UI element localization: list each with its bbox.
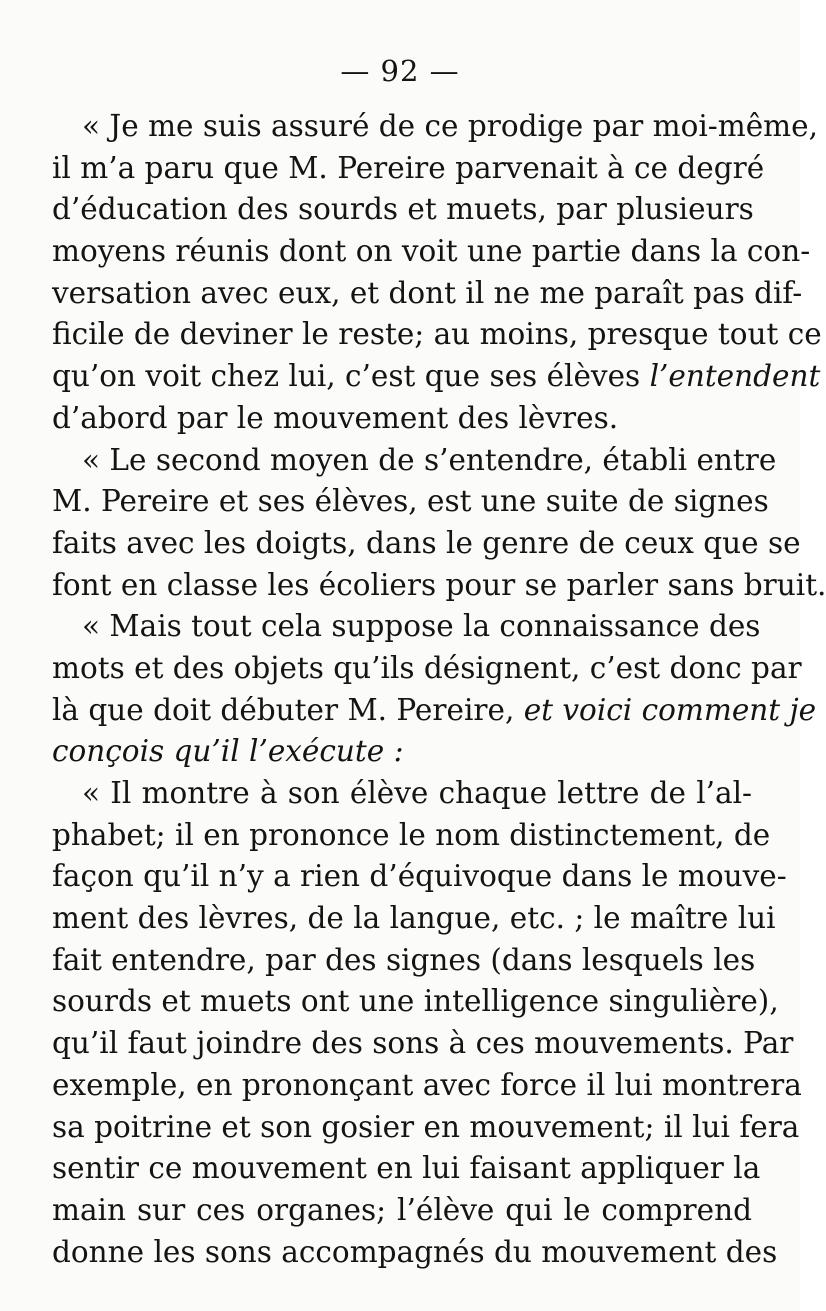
page-number: — 92 — [340,54,460,88]
text-line: versation avec eux, et dont il ne me paraît pas dif- [52,275,803,310]
text-line: ment des lèvres, de la langue, etc. ; le maître lui [52,901,776,936]
text-line: ficile de deviner le reste; au moins, presque tout ce [52,317,822,352]
text-line: moyens réunis dont on voit une partie dans la con- [52,234,811,269]
text-line: faits avec les doigts, dans le genre de ceux que se [52,525,801,560]
text-line: font en classe les écoliers pour se parler sans bruit. [52,567,826,602]
text-line [52,690,817,732]
text-segment: là que doit débuter M. Pereire, [52,692,524,727]
text-line: main sur ces organes; l’élève qui le comprend [52,1192,752,1227]
text-line: façon qu’il n’y a rien d’équivoque dans le mouve- [52,859,787,894]
body-text [52,106,826,1273]
text-line: fait entendre, par des signes (dans lesquels les [52,942,756,977]
italic-text: et voici comment je [523,692,817,727]
italic-text: conçois qu’il l’exécute : [52,734,404,769]
text-line [52,731,752,773]
italic-text: l’entendent [649,359,821,394]
text-segment: qu’on voit chez lui, c’est que ses élèves [52,359,650,394]
text-line: d’éducation des sourds et muets, par plusieurs [52,192,754,227]
text-line: donne les sons accompagnés du mouvement des [52,1234,778,1269]
text-line: « Le second moyen de s’entendre, établi entre [82,442,777,477]
text-line: « Mais tout cela suppose la connaissance des [82,609,761,644]
text-line: exemple, en prononçant avec force il lui montrera [52,1067,802,1102]
text-line: mots et des objets qu’ils désignent, c’est donc par [52,650,802,685]
text-line: il m’a paru que M. Pereire parvenait à ce degré [52,150,765,185]
text-line: phabet; il en prononce le nom distinctement, de [52,817,771,852]
text-line: sentir ce mouvement en lui faisant appliquer la [52,1151,761,1186]
text-line: « Il montre à son élève chaque lettre de l’al- [82,776,752,810]
text-line: qu’il faut joindre des sons à ces mouvements. Par [52,1026,794,1061]
text-line: sourds et muets ont une intelligence singulière), [52,984,779,1019]
text-line: sa poitrine et son gosier en mouvement; il lui fera [52,1109,800,1144]
text-line: d’abord par le mouvement des lèvres. [52,400,619,435]
text-line [52,356,821,398]
text-line: « Je me suis assuré de ce prodige par moi-même, [82,109,818,143]
text-line: M. Pereire et ses élèves, est une suite de signes [52,484,769,519]
